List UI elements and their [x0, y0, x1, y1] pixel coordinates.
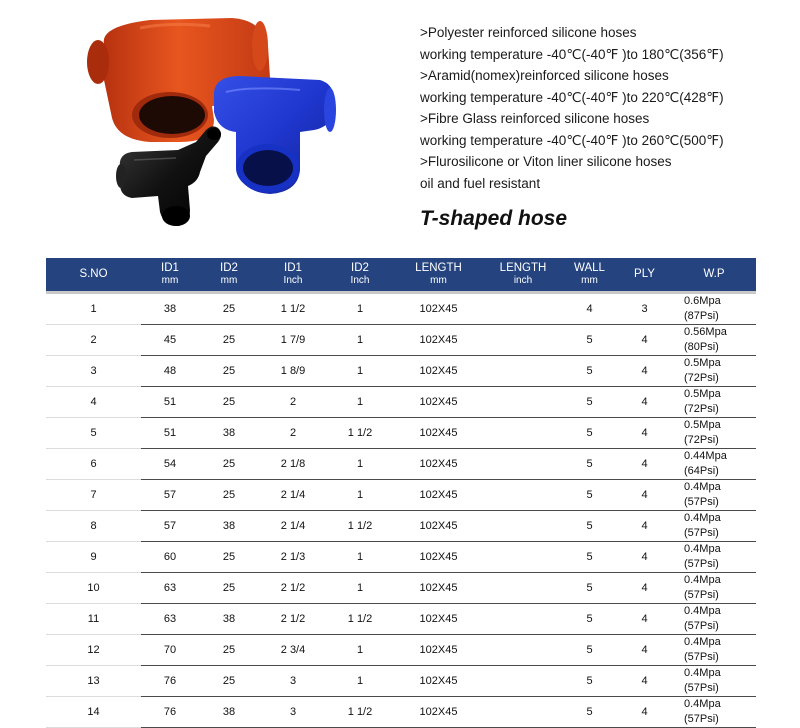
- table-cell: 25: [199, 542, 259, 573]
- table-row: [46, 418, 756, 449]
- table-cell: 5: [562, 387, 617, 418]
- spec-line: >Flurosilicone or Viton liner silicone hoses: [420, 154, 672, 169]
- table-cell: 4: [617, 666, 672, 697]
- spec-line: >Fibre Glass reinforced silicone hoses: [420, 111, 650, 126]
- table-cell: 102X45: [393, 387, 484, 418]
- table-cell: 25: [199, 449, 259, 480]
- table-cell: 51: [141, 418, 199, 449]
- table-cell: 102X45: [393, 573, 484, 604]
- table-cell: 5: [562, 573, 617, 604]
- table-cell: 2 1/8: [259, 449, 327, 480]
- table-cell: 38: [199, 604, 259, 635]
- table-row: [46, 542, 756, 573]
- table-cell: 1 1/2: [327, 418, 393, 449]
- table-cell: 5: [562, 449, 617, 480]
- table-cell: [484, 697, 562, 728]
- table-cell: 0.6Mpa (87Psi): [672, 293, 756, 325]
- table-cell: 38: [199, 511, 259, 542]
- table-cell: 5: [46, 418, 141, 449]
- column-header-label: S.NO: [79, 267, 108, 280]
- table-cell: [484, 604, 562, 635]
- table-cell: 0.4Mpa (57Psi): [672, 542, 756, 573]
- table-cell: 1 1/2: [259, 293, 327, 325]
- column-header-label: ID1: [284, 262, 302, 274]
- table-row: [46, 387, 756, 418]
- table-cell: 9: [46, 542, 141, 573]
- table-cell: 4: [617, 511, 672, 542]
- table-cell: 0.4Mpa (57Psi): [672, 666, 756, 697]
- table-cell: 2 1/2: [259, 573, 327, 604]
- table-cell: 1: [327, 542, 393, 573]
- table-cell: 25: [199, 635, 259, 666]
- column-header: [562, 258, 617, 293]
- table-cell: [484, 542, 562, 573]
- table-cell: 12: [46, 635, 141, 666]
- table-cell: [484, 293, 562, 325]
- table-cell: 0.4Mpa (57Psi): [672, 697, 756, 728]
- table-cell: 4: [617, 356, 672, 387]
- table-row: [46, 480, 756, 511]
- column-header: [259, 258, 327, 293]
- table-row: [46, 697, 756, 728]
- column-header: [327, 258, 393, 293]
- table-cell: [484, 356, 562, 387]
- table-cell: 1: [327, 325, 393, 356]
- table-cell: 102X45: [393, 356, 484, 387]
- table-cell: 0.4Mpa (57Psi): [672, 604, 756, 635]
- table-cell: 4: [617, 697, 672, 728]
- spec-line: working temperature -40℃(-40℉ )to 180℃(356℉): [420, 46, 724, 62]
- table-cell: 0.4Mpa (57Psi): [672, 635, 756, 666]
- table-cell: [484, 573, 562, 604]
- table-cell: 4: [617, 542, 672, 573]
- table-cell: 76: [141, 666, 199, 697]
- table-cell: 11: [46, 604, 141, 635]
- table-cell: 8: [46, 511, 141, 542]
- table-cell: 0.4Mpa (57Psi): [672, 573, 756, 604]
- table-cell: 38: [141, 293, 199, 325]
- column-header-label: WALL: [574, 262, 605, 274]
- column-header-unit: mm: [581, 275, 598, 286]
- table-cell: 4: [617, 480, 672, 511]
- table-cell: 102X45: [393, 511, 484, 542]
- table-cell: 102X45: [393, 635, 484, 666]
- table-cell: 48: [141, 356, 199, 387]
- table-cell: 2: [259, 418, 327, 449]
- spec-list: [420, 22, 790, 194]
- table-row: [46, 573, 756, 604]
- table-row: [46, 449, 756, 480]
- table-cell: 4: [617, 418, 672, 449]
- table-cell: 2: [259, 387, 327, 418]
- table-cell: 0.5Mpa (72Psi): [672, 356, 756, 387]
- table-cell: 0.4Mpa (57Psi): [672, 480, 756, 511]
- table-cell: 2 1/2: [259, 604, 327, 635]
- table-cell: 38: [199, 697, 259, 728]
- column-header: [617, 258, 672, 293]
- table-row: [46, 293, 756, 325]
- table-cell: 1: [327, 293, 393, 325]
- table-cell: 5: [562, 635, 617, 666]
- table-cell: 4: [617, 387, 672, 418]
- table-cell: 25: [199, 356, 259, 387]
- table-cell: 5: [562, 511, 617, 542]
- table-cell: 4: [617, 449, 672, 480]
- table-cell: 0.56Mpa (80Psi): [672, 325, 756, 356]
- column-header-unit: mm: [161, 275, 179, 286]
- table-cell: 25: [199, 666, 259, 697]
- table-cell: 1: [327, 356, 393, 387]
- table-row: [46, 325, 756, 356]
- column-header-label: ID1: [161, 262, 179, 274]
- column-header: [199, 258, 259, 293]
- column-header-unit: mm: [430, 275, 447, 286]
- table-cell: 57: [141, 480, 199, 511]
- table-cell: 1: [327, 387, 393, 418]
- table-cell: 2 3/4: [259, 635, 327, 666]
- table-cell: 3: [617, 293, 672, 325]
- column-header-label: ID2: [351, 262, 369, 274]
- table-cell: 0.5Mpa (72Psi): [672, 418, 756, 449]
- table-cell: 2 1/4: [259, 480, 327, 511]
- table-cell: 102X45: [393, 293, 484, 325]
- column-header: [393, 258, 484, 293]
- column-header: [672, 258, 756, 293]
- table-cell: [484, 387, 562, 418]
- table-cell: 25: [199, 325, 259, 356]
- table-cell: 5: [562, 325, 617, 356]
- column-header-label: LENGTH: [499, 262, 547, 274]
- table-cell: 76: [141, 697, 199, 728]
- table-cell: 102X45: [393, 325, 484, 356]
- table-cell: 102X45: [393, 418, 484, 449]
- table-cell: 1: [327, 449, 393, 480]
- spec-line: >Aramid(nomex)reinforced silicone hoses: [420, 68, 669, 83]
- table-cell: 63: [141, 573, 199, 604]
- table-cell: 1: [46, 293, 141, 325]
- column-header-label: PLY: [634, 267, 655, 280]
- table-cell: [484, 480, 562, 511]
- table-cell: 1: [327, 666, 393, 697]
- table-cell: 25: [199, 293, 259, 325]
- table-cell: 25: [199, 480, 259, 511]
- table-cell: 10: [46, 573, 141, 604]
- table-cell: 4: [562, 293, 617, 325]
- table-cell: 60: [141, 542, 199, 573]
- table-cell: 3: [46, 356, 141, 387]
- table-cell: 51: [141, 387, 199, 418]
- table-cell: [484, 635, 562, 666]
- table-cell: 54: [141, 449, 199, 480]
- spec-line: working temperature -40℃(-40℉ )to 220℃(428℉): [420, 89, 724, 105]
- table-cell: [484, 511, 562, 542]
- column-header-unit: Inch: [283, 275, 303, 286]
- table-cell: 0.44Mpa (64Psi): [672, 449, 756, 480]
- table-cell: 70: [141, 635, 199, 666]
- table-row: [46, 356, 756, 387]
- table-cell: 5: [562, 356, 617, 387]
- table-cell: 7: [46, 480, 141, 511]
- table-cell: 4: [46, 387, 141, 418]
- spec-table: [46, 258, 756, 728]
- spec-line: oil and fuel resistant: [420, 175, 541, 191]
- table-cell: 3: [259, 666, 327, 697]
- spec-line: working temperature -40℃(-40℉ )to 260℃(500℉): [420, 132, 724, 148]
- table-cell: 14: [46, 697, 141, 728]
- table-cell: 3: [259, 697, 327, 728]
- table-cell: 57: [141, 511, 199, 542]
- table-cell: 102X45: [393, 604, 484, 635]
- table-row: [46, 635, 756, 666]
- column-header: [141, 258, 199, 293]
- column-header-label: W.P: [703, 267, 725, 280]
- table-cell: 102X45: [393, 697, 484, 728]
- table-cell: [484, 666, 562, 697]
- table-cell: 2 1/3: [259, 542, 327, 573]
- table-cell: 5: [562, 480, 617, 511]
- column-header: [484, 258, 562, 293]
- table-cell: 102X45: [393, 480, 484, 511]
- table-cell: 6: [46, 449, 141, 480]
- table-cell: 63: [141, 604, 199, 635]
- table-cell: 102X45: [393, 666, 484, 697]
- product-title: T-shaped hose: [420, 207, 568, 230]
- table-cell: 2 1/4: [259, 511, 327, 542]
- table-cell: 5: [562, 542, 617, 573]
- table-cell: 25: [199, 387, 259, 418]
- table-cell: [484, 449, 562, 480]
- table-cell: 0.5Mpa (72Psi): [672, 387, 756, 418]
- table-cell: [484, 418, 562, 449]
- table-cell: 1 1/2: [327, 604, 393, 635]
- table-cell: 45: [141, 325, 199, 356]
- table-cell: 1: [327, 480, 393, 511]
- table-cell: [484, 325, 562, 356]
- table-cell: 4: [617, 635, 672, 666]
- table-cell: 2: [46, 325, 141, 356]
- table-cell: 1 7/9: [259, 325, 327, 356]
- table-cell: 25: [199, 573, 259, 604]
- table-cell: 1 1/2: [327, 697, 393, 728]
- table-header-row: [46, 258, 756, 293]
- table-row: [46, 666, 756, 697]
- column-header-unit: inch: [513, 275, 533, 286]
- blue-t-hose: [214, 76, 336, 194]
- table-cell: 0.4Mpa (57Psi): [672, 511, 756, 542]
- table-cell: 1 8/9: [259, 356, 327, 387]
- column-header-unit: mm: [220, 275, 238, 286]
- table-cell: 1: [327, 635, 393, 666]
- table-cell: 5: [562, 666, 617, 697]
- table-row: [46, 511, 756, 542]
- column-header-label: ID2: [220, 262, 238, 274]
- table-cell: 4: [617, 325, 672, 356]
- table-cell: 4: [617, 573, 672, 604]
- spec-line: >Polyester reinforced silicone hoses: [420, 25, 637, 40]
- column-header-unit: Inch: [350, 275, 370, 286]
- column-header: [46, 258, 141, 293]
- table-cell: 1: [327, 573, 393, 604]
- table-cell: 4: [617, 604, 672, 635]
- table-cell: 5: [562, 697, 617, 728]
- table-cell: 5: [562, 604, 617, 635]
- table-cell: 102X45: [393, 449, 484, 480]
- product-photo: [0, 0, 400, 250]
- table-cell: 13: [46, 666, 141, 697]
- table-cell: 38: [199, 418, 259, 449]
- table-cell: 1 1/2: [327, 511, 393, 542]
- table-row: [46, 604, 756, 635]
- table-cell: 5: [562, 418, 617, 449]
- table-cell: 102X45: [393, 542, 484, 573]
- column-header-label: LENGTH: [415, 262, 462, 274]
